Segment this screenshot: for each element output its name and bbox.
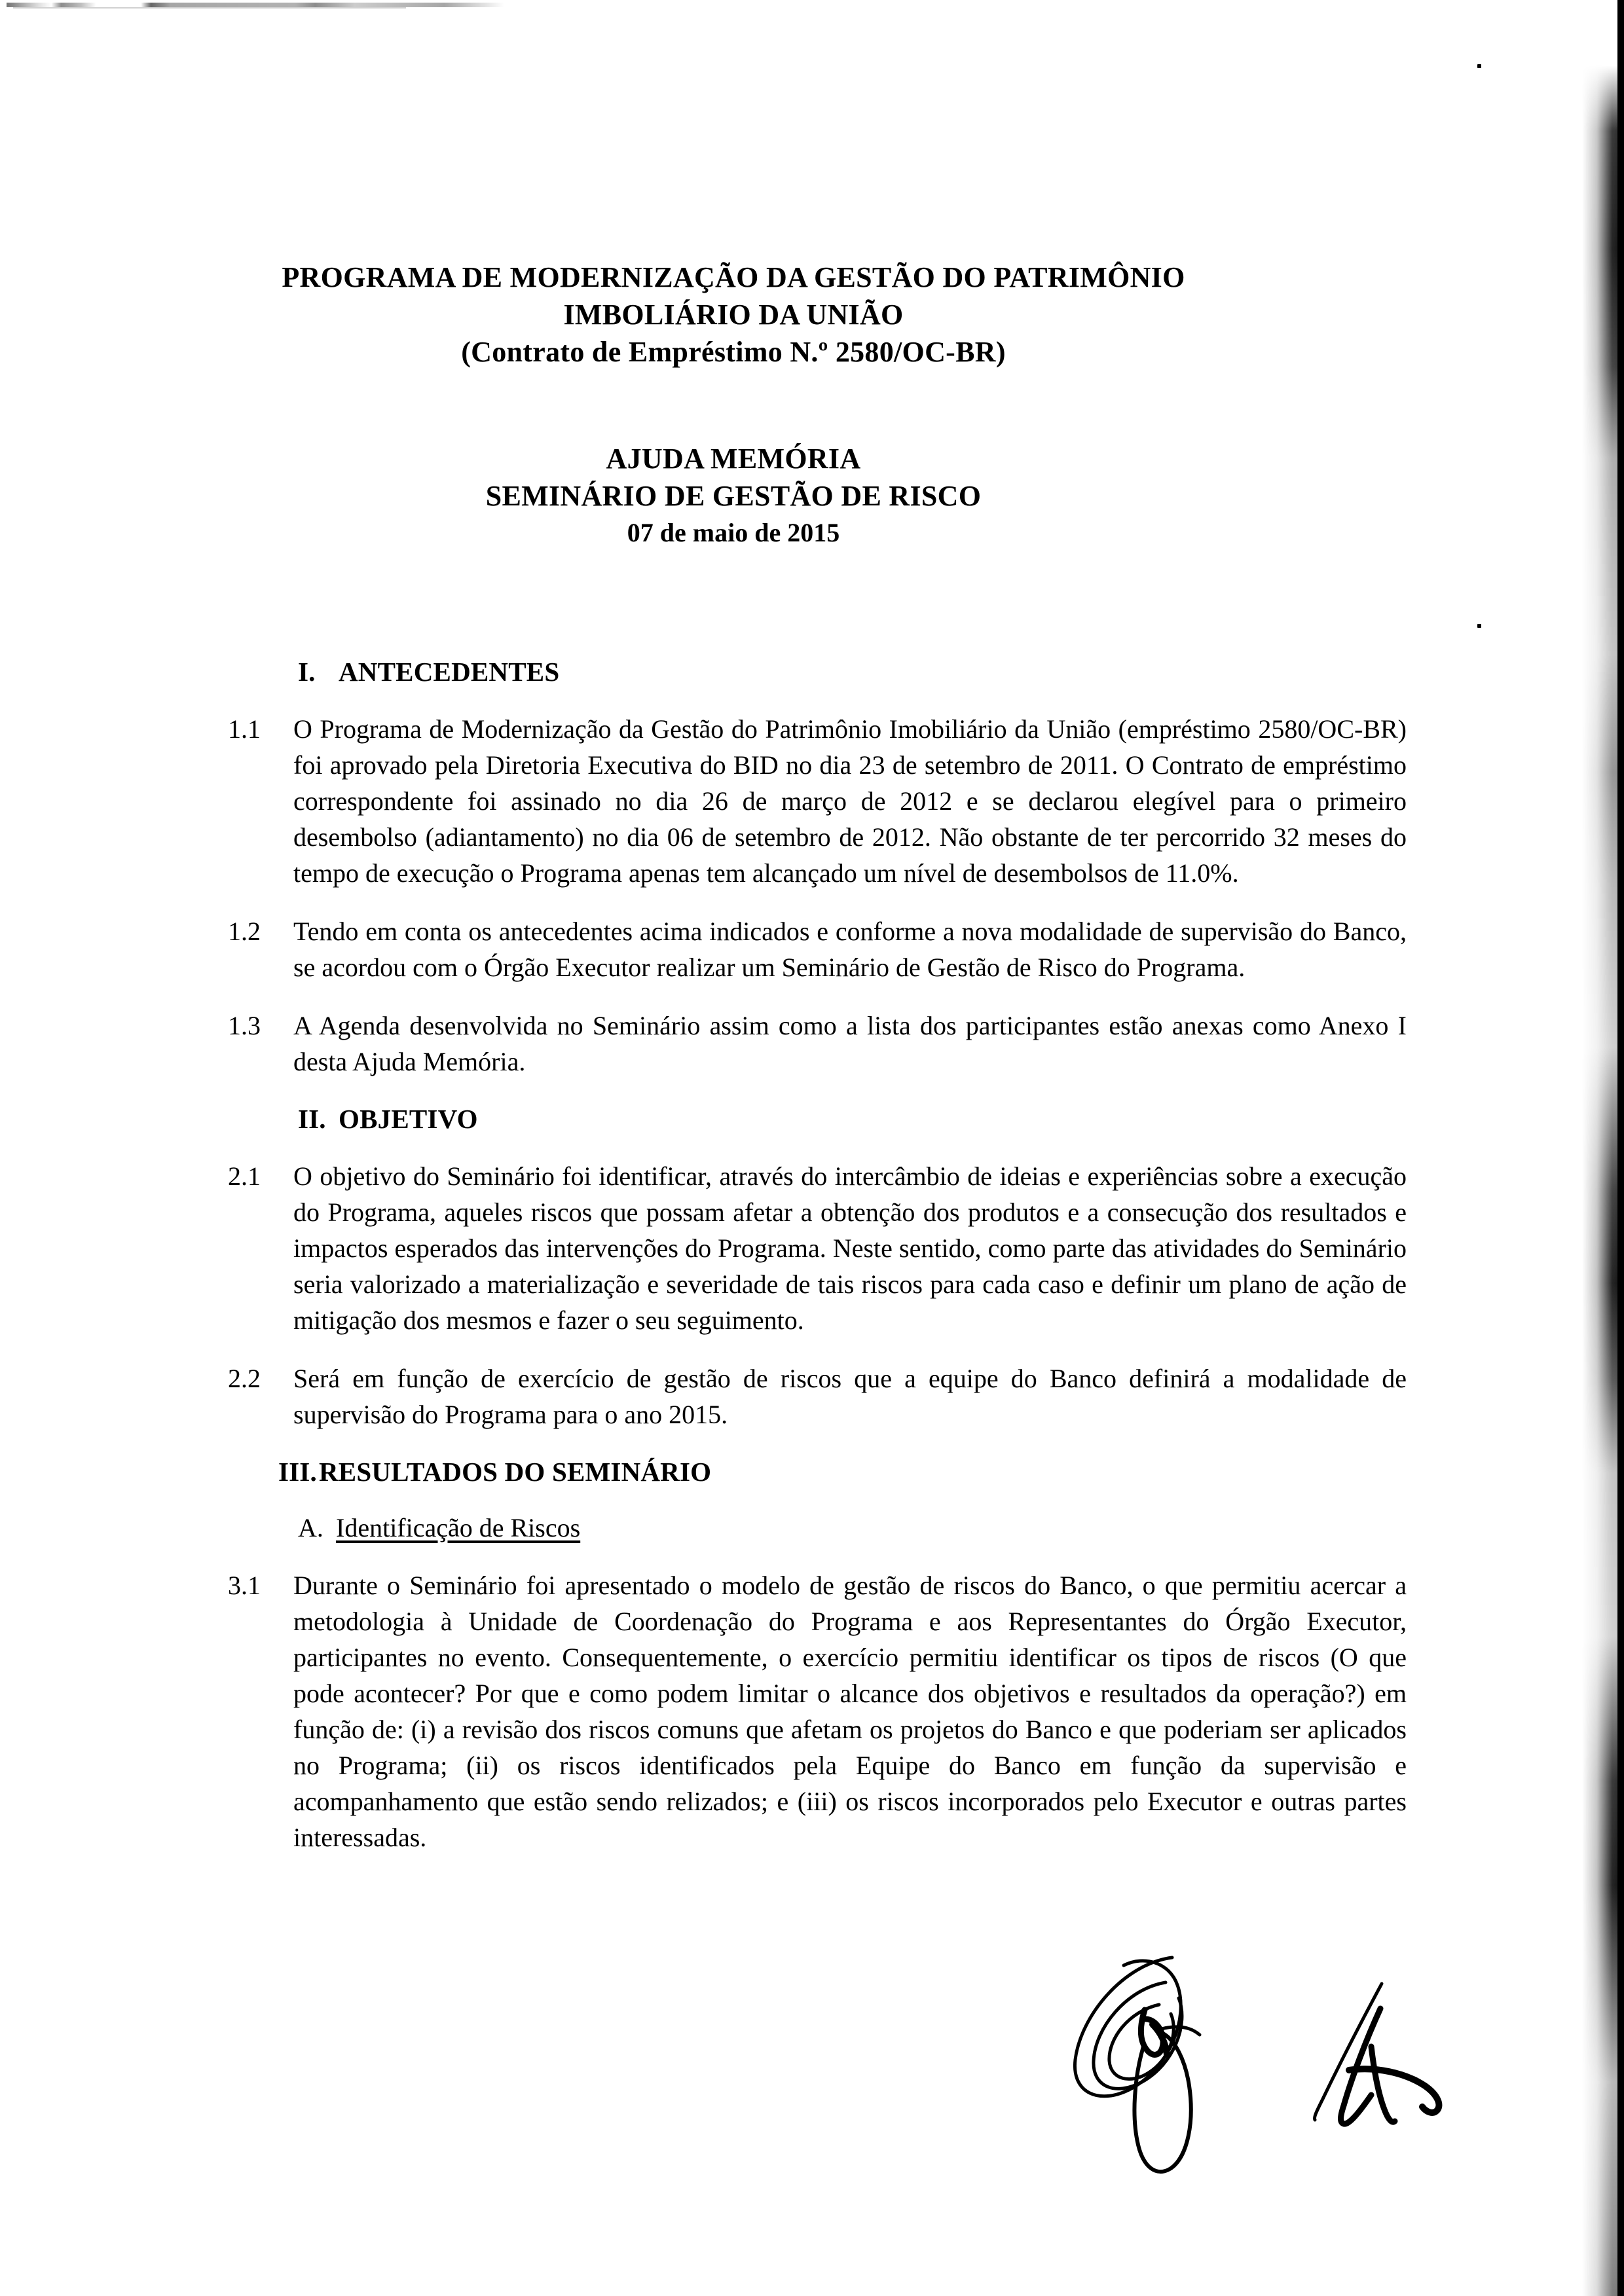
subtitle-line-2: SEMINÁRIO DE GESTÃO DE RISCO <box>485 480 982 512</box>
paragraph-number: 3.1 <box>228 1571 261 1600</box>
section-heading-objetivo <box>298 1102 1407 1136</box>
paragraph-1-1 <box>228 711 1407 891</box>
paragraph-number: 1.1 <box>228 714 261 744</box>
paragraph-number: 2.1 <box>228 1161 261 1191</box>
section-numeral-i: I. <box>298 657 316 687</box>
document-title <box>0 259 1467 371</box>
signature-area <box>1022 1931 1545 2239</box>
title-line-2: IMBOLIÁRIO DA UNIÃO <box>563 299 904 331</box>
paragraph-text: A Agenda desenvolvida no Seminário assim como a lista dos participantes estão anexas como Anexo I desta Ajuda Memória. <box>293 1011 1407 1076</box>
paragraph-2-1 <box>228 1158 1407 1338</box>
subsection-heading-identificacao-de-riscos <box>298 1511 1407 1545</box>
paragraph-2-2 <box>228 1360 1407 1432</box>
paragraph-1-3 <box>228 1008 1407 1080</box>
title-line-3-contract: (Contrato de Empréstimo N.º 2580/OC-BR) <box>461 336 1006 368</box>
section-title-ii: OBJETIVO <box>339 1104 478 1134</box>
document-subtitle <box>0 440 1467 551</box>
paragraph-3-1 <box>228 1567 1407 1855</box>
paragraph-number: 1.2 <box>228 917 261 946</box>
scan-artifact-top-hairline <box>13 7 406 9</box>
subsection-letter: A. <box>298 1513 323 1542</box>
paragraph-text: Tendo em conta os antecedentes acima indicados e conforme a nova modalidade de supervisão do Banco, se acordou com o Órgão Executor realizar um Seminário de Gestão de Risco do Programa. <box>293 917 1407 982</box>
scan-speck <box>1477 624 1481 628</box>
document-date: 07 de maio de 2015 <box>627 518 840 547</box>
subsection-title: Identificação de Riscos <box>336 1513 581 1542</box>
section-title-iii: RESULTADOS DO SEMINÁRIO <box>319 1457 712 1487</box>
title-line-1: PROGRAMA DE MODERNIZAÇÃO DA GESTÃO DO PATRIMÔNIO <box>282 261 1185 293</box>
paragraph-text: O objetivo do Seminário foi identificar, através do intercâmbio de ideias e experiências sobre a execução do Programa, aqueles riscos que possam afetar a obtenção dos produtos e a consecução dos resultados e impactos esperados das intervenções do Programa. Neste sentido, como parte das atividades do Seminário seria valorizado a materialização e severidade de tais riscos para cada caso e definir um plano de ação de mitigação dos mesmos e fazer o seu seguimento. <box>293 1161 1407 1335</box>
document-body <box>228 655 1407 1878</box>
scan-artifact-right-edge <box>1617 0 1624 2296</box>
section-heading-antecedentes <box>298 655 1407 689</box>
section-numeral-ii: II. <box>298 1104 326 1134</box>
paragraph-text: O Programa de Modernização da Gestão do Patrimônio Imobiliário da União (empréstimo 2580/OC-BR) foi aprovado pela Diretoria Executiva do BID no dia 23 de setembro de 2011. O Contrato de empréstimo correspondente foi assinado no dia 26 de março de 2012 e se declarou elegível para o primeiro desembolso (adiantamento) no dia 06 de setembro de 2012. Não obstante de ter percorrido 32 meses do tempo de execução o Programa apenas tem alcançado um nível de desembolsos de 11.0%. <box>293 714 1407 888</box>
scan-speck <box>1477 64 1481 68</box>
paragraph-text: Será em função de exercício de gestão de riscos que a equipe do Banco definirá a modalidade de supervisão do Programa para o ano 2015. <box>293 1364 1407 1429</box>
paragraph-1-2 <box>228 913 1407 985</box>
paragraph-number: 2.2 <box>228 1364 261 1393</box>
paragraph-number: 1.3 <box>228 1011 261 1040</box>
scan-artifact-top-streak <box>7 3 504 7</box>
signature-left-icon <box>1061 1931 1336 2219</box>
signature-right-icon <box>1303 1977 1473 2174</box>
subtitle-line-1: AJUDA MEMÓRIA <box>606 443 861 475</box>
section-title-i: ANTECEDENTES <box>339 657 560 687</box>
section-numeral-iii: III. <box>278 1457 317 1487</box>
paragraph-text: Durante o Seminário foi apresentado o modelo de gestão de riscos do Banco, o que permitiu acercar a metodologia à Unidade de Coordenação do Programa e aos Representantes do Órgão Executor, participantes no evento. Consequentemente, o exercício permitiu identificar os tipos de riscos (O que pode acontecer? Por que e como podem limitar o alcance dos objetivos e resultados da operação?) em função de: (i) a revisão dos riscos comuns que afetam os projetos do Banco e que poderiam ser aplicados no Programa; (ii) os riscos identificados pela Equipe do Banco em função da supervisão e acompanhamento que estão sendo relizados; e (iii) os riscos incorporados pelo Executor e outras partes interessadas. <box>293 1571 1407 1852</box>
section-heading-resultados <box>278 1455 1407 1489</box>
